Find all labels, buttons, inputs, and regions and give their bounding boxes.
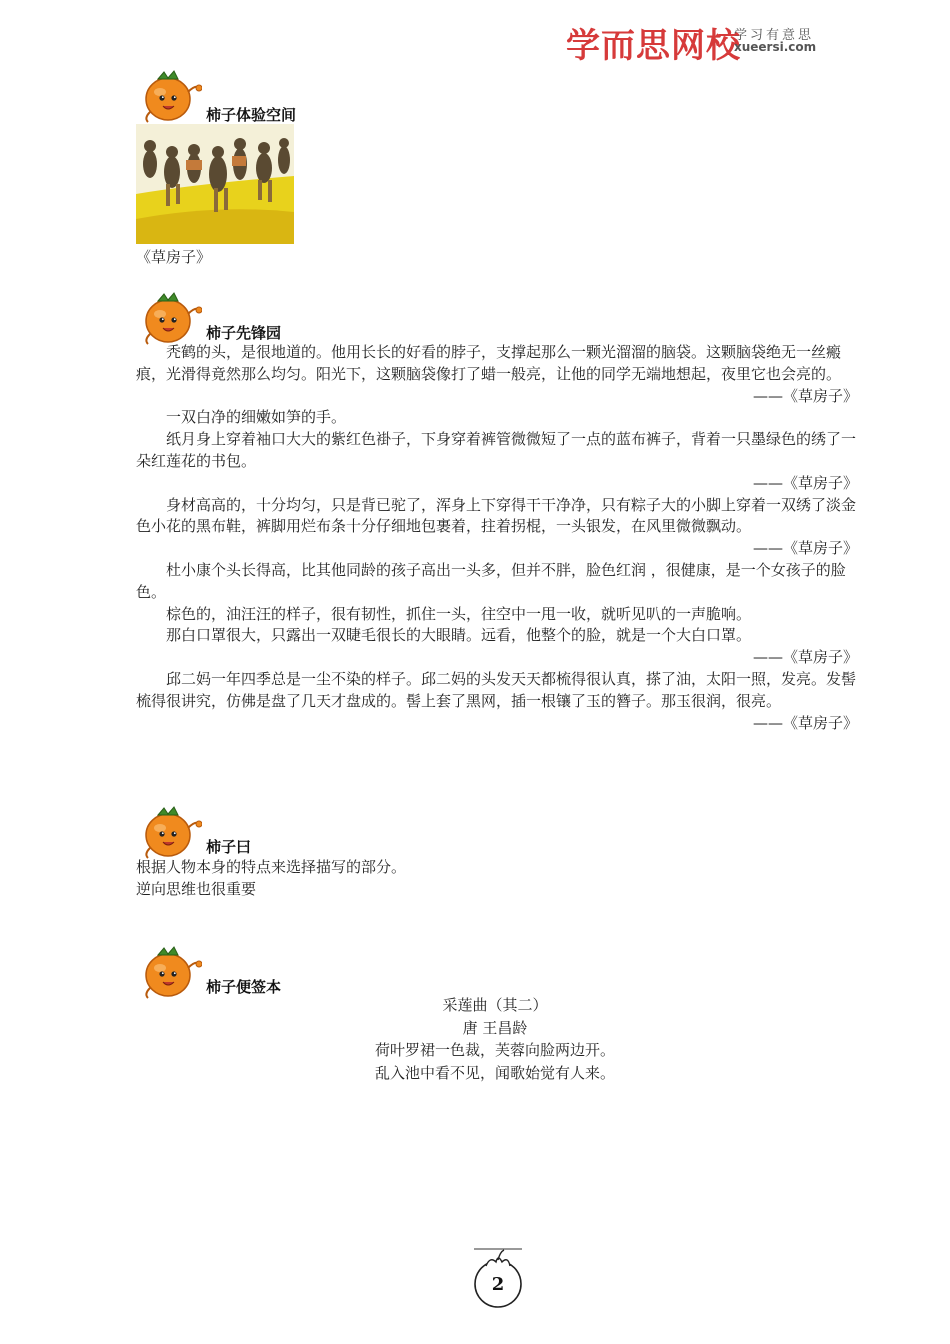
excerpt-paragraph: 杜小康个头长得高，比其他同龄的孩子高出一头多，但并不胖，脸色红润 ，很健康，是一个女孩子的脸色。 [136,560,846,601]
excerpt-source: ——《草房子》 [752,648,858,667]
excerpt-source: ——《草房子》 [752,386,858,405]
excerpt-source: ——《草房子》 [752,473,858,492]
poem-line: 荷叶罗裙一色裁，芙蓉向脸两边开。 [374,1041,615,1059]
poem-line: 乱入池中看不见，闻歌始觉有人来。 [374,1063,615,1082]
section-title-notepad: 柿子便签本 [206,978,282,996]
poem-author: 唐 王昌龄 [462,1018,528,1037]
tips-note [136,856,406,900]
excerpt-paragraph: 身材高高的，十分均匀，只是背已驼了，浑身上下穿得干干净净，只有粽子大的小脚上穿着一双绣了淡金色小花的黑布鞋，裤脚用烂布条十分仔细地包裹着，拄着拐棍，一头银发，在风里微微飘动。 [136,495,857,536]
brand-domain: xueersi.com [734,40,817,54]
excerpt-source: ——《草房子》 [752,713,858,732]
excerpt-paragraph: 秃鹤的头，是很地道的。他用长长的好看的脖子，支撑起那么一颗光溜溜的脑袋。这颗脑袋绝无一丝瘢痕，光滑得竟然那么均匀。阳光下，这颗脑袋像打了蜡一般亮，让他的同学无端地想起，夜里它也会亮的。 [136,343,842,383]
section-title-vanguard: 柿子先锋园 [206,324,282,342]
excerpt-source: ——《草房子》 [752,539,858,558]
persimmon-mascot-icon [138,798,202,860]
section-title-experience: 柿子体验空间 [206,106,297,124]
excerpt-paragraph: 邱二妈一年四季总是一尘不染的样子。邱二妈的头发天天都梳得很认真，搽了油，太阳一照，发亮。发髻梳得很讲究，仿佛是盘了几天才盘成的。髻上套了黑网，插一根镶了玉的簪子。那玉很润，很亮。 [136,669,857,710]
page-number-badge [470,1248,526,1310]
excerpt-paragraph: 棕色的，油汪汪的样子，很有韧性，抓住一头，往空中一甩一收，就听见叭的一声脆响。 [166,604,752,623]
brand-name: 学而思网校 [566,26,741,66]
image-caption: 《草房子》 [136,248,212,266]
persimmon-mascot-icon [138,62,202,124]
persimmon-mascot-icon [138,284,202,346]
excerpt-paragraph: 一双白净的细嫩如笋的手。 [166,408,347,427]
book-illustration-image [136,124,294,244]
tip-line: 逆向思维也很重要 [136,880,257,898]
page-number: 2 [491,1274,505,1295]
section-title-says: 柿子曰 [206,838,252,856]
poem-block [300,994,690,1084]
excerpt-paragraph: 纸月身上穿着袖口大大的紫红色褂子，下身穿着裤管微微短了一点的蓝布裤子，背着一只墨绿色的绣了一朵红莲花的书包。 [136,430,857,470]
excerpt-passages [136,342,858,734]
brand-slogan: 学习有意思 [734,28,815,43]
excerpt-paragraph: 那白口罩很大，只露出一双睫毛很长的大眼睛。远看，他整个的脸，就是一个大白口罩。 [166,626,752,645]
tip-line: 根据人物本身的特点来选择描写的部分。 [136,858,407,876]
persimmon-mascot-icon [138,938,202,1000]
brand-logo [566,18,866,66]
poem-title: 采莲曲（其二） [442,996,548,1014]
